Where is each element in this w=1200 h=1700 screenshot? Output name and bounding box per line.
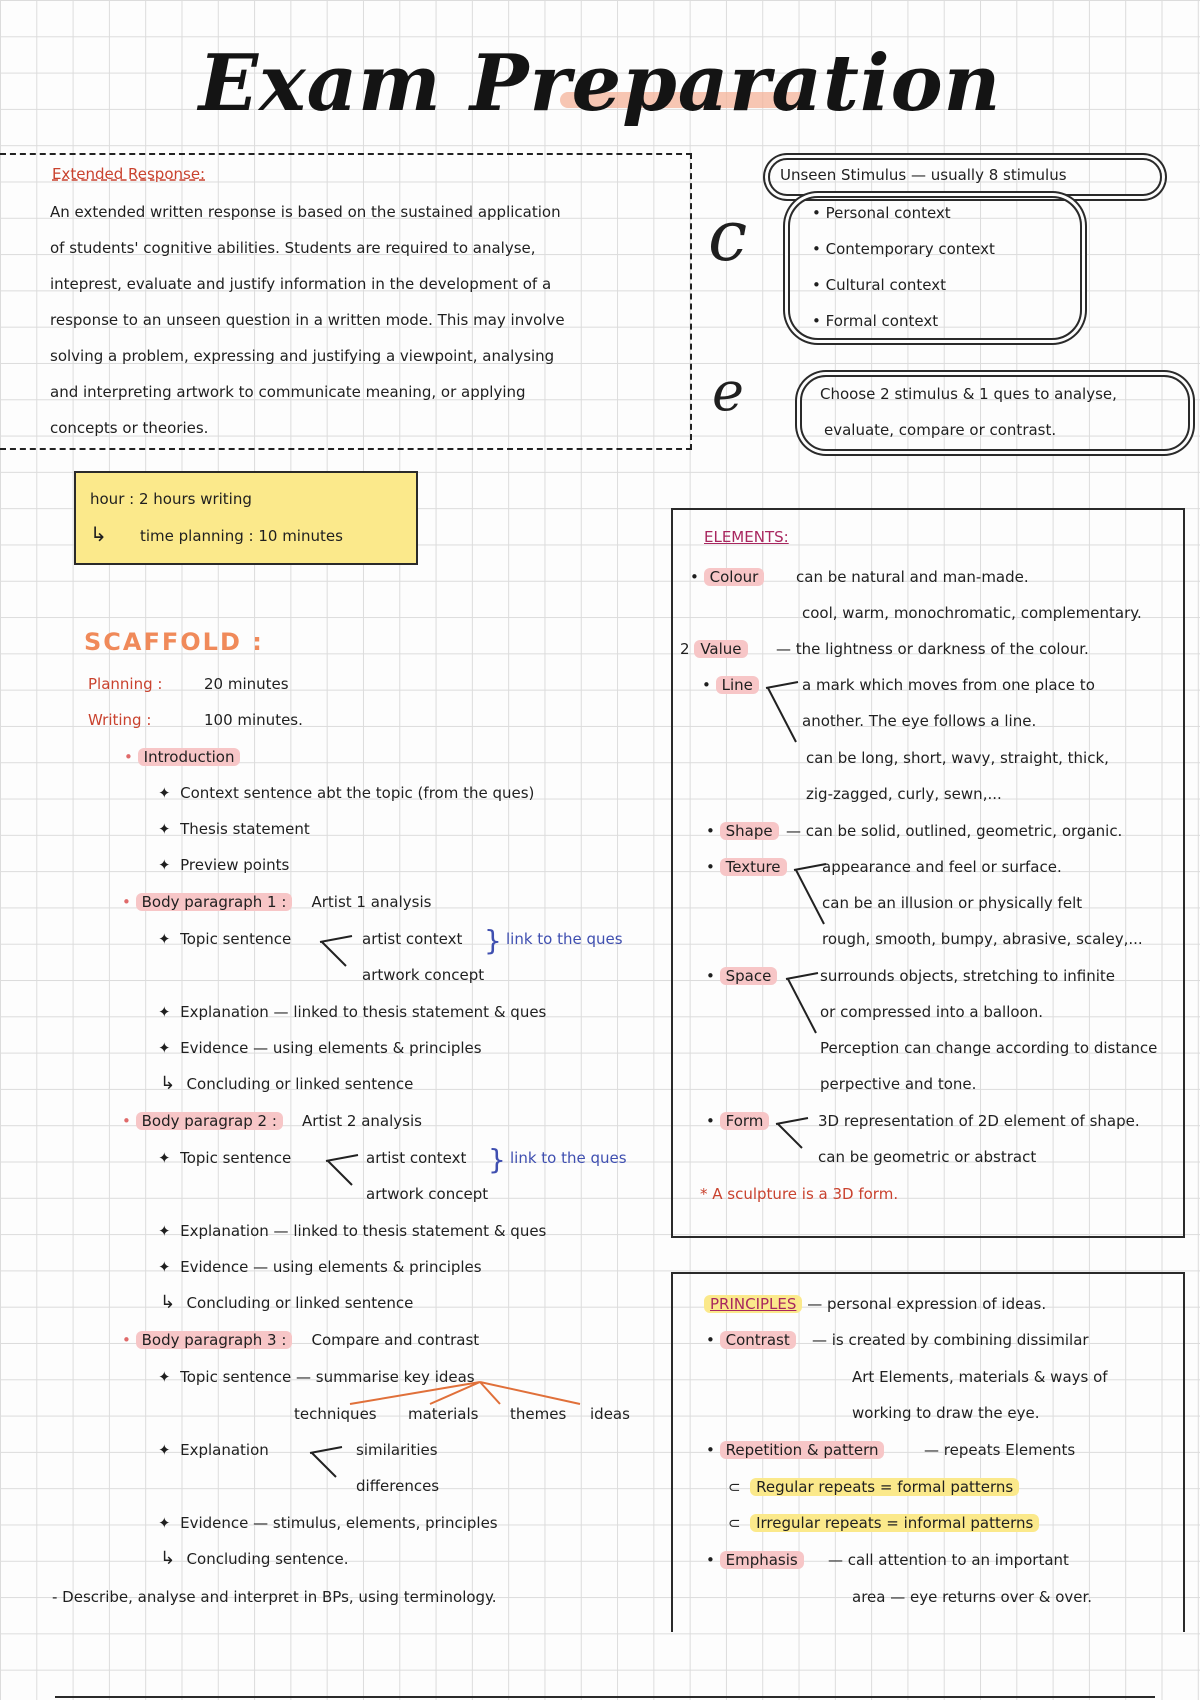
- element-shape: • Shape: [706, 822, 779, 840]
- planning-value: 20 minutes: [204, 675, 289, 693]
- contrast-desc: Art Elements, materials & ways of: [852, 1368, 1108, 1386]
- arrow-icon: ↳: [90, 522, 107, 546]
- bp3-concluding: ↳ Concluding sentence.: [160, 1548, 349, 1569]
- bp1-evidence: ✦ Evidence — using elements & principles: [158, 1039, 482, 1057]
- intro-item: ✦ Preview points: [158, 856, 290, 874]
- timing-box: [74, 471, 418, 565]
- bp3-differences: differences: [356, 1477, 440, 1495]
- bp2-topic: ✦ Topic sentence: [158, 1149, 292, 1167]
- form-desc: 3D representation of 2D element of shape.: [818, 1112, 1140, 1130]
- colour-desc: cool, warm, monochromatic, complementary.: [802, 604, 1142, 622]
- stimulus-item: • Cultural context: [812, 276, 946, 294]
- stimulus-item: • Personal context: [812, 204, 951, 222]
- texture-desc: can be an illusion or physically felt: [822, 894, 1083, 912]
- arrow-icon: ↳: [160, 1292, 176, 1313]
- bp3-explanation: ✦ Explanation: [158, 1441, 269, 1459]
- er-line: and interpreting artwork to communicate meaning, or applying: [50, 383, 526, 401]
- intro-item: ✦ Thesis statement: [158, 820, 310, 838]
- bottom-rule: [55, 1696, 1155, 1698]
- arrow-icon: ↳: [160, 1548, 176, 1569]
- bp2-explanation: ✦ Explanation — linked to thesis statement & ques: [158, 1222, 547, 1240]
- extended-response-box: [0, 153, 692, 450]
- bp1-heading: • Body paragraph 1 : Artist 1 analysis: [122, 893, 432, 911]
- line-desc: zig-zagged, curly, sewn,...: [806, 785, 1002, 803]
- line-desc: can be long, short, wavy, straight, thick,: [806, 749, 1109, 767]
- space-desc: perpective and tone.: [820, 1075, 977, 1093]
- bp2-artwork-concept: artwork concept: [366, 1185, 489, 1203]
- brace-icon: }: [484, 924, 502, 957]
- timing-planning: time planning : 10 minutes: [140, 527, 343, 545]
- extended-response-heading: Extended Response:: [52, 165, 206, 183]
- irregular-repeats: ⊂ Irregular repeats = informal patterns: [728, 1514, 1039, 1532]
- arrow-icon: ↳: [160, 1073, 176, 1094]
- bp1-concluding: ↳ Concluding or linked sentence: [160, 1073, 414, 1094]
- principle-emphasis: • Emphasis: [706, 1551, 804, 1569]
- page-title: Exam Preparation: [198, 38, 1002, 129]
- er-line: concepts or theories.: [50, 419, 209, 437]
- branch-icon: [316, 930, 356, 970]
- bp3-similarities: similarities: [356, 1441, 438, 1459]
- er-line: of students' cognitive abilities. Students are required to analyse,: [50, 239, 536, 257]
- principle-contrast: • Contrast: [706, 1331, 796, 1349]
- stimulus-item: • Formal context: [812, 312, 939, 330]
- branch-icon: [782, 967, 822, 1037]
- regular-repeats: ⊂ Regular repeats = formal patterns: [728, 1478, 1019, 1496]
- element-value: 2 Value: [680, 640, 748, 658]
- line-desc: a mark which moves from one place to: [802, 676, 1095, 694]
- contrast-desc: — is created by combining dissimilar: [812, 1331, 1089, 1349]
- er-line: An extended written response is based on the sustained application: [50, 203, 561, 221]
- letter-c: c: [708, 195, 748, 277]
- branch-icon: [762, 676, 802, 746]
- contrast-desc: working to draw the eye.: [852, 1404, 1040, 1422]
- branch-materials: materials: [408, 1405, 479, 1423]
- principle-repetition: • Repetition & pattern: [706, 1441, 884, 1459]
- bp2-artist-context: artist context: [366, 1149, 467, 1167]
- choose-line: evaluate, compare or contrast.: [824, 421, 1057, 439]
- bp2-concluding: ↳ Concluding or linked sentence: [160, 1292, 414, 1313]
- bp2-link: link to the ques: [510, 1149, 627, 1167]
- bp1-explanation: ✦ Explanation — linked to thesis statement & ques: [158, 1003, 547, 1021]
- er-line: inteprest, evaluate and justify information in the development of a: [50, 275, 552, 293]
- bp3-topic: ✦ Topic sentence — summarise key ideas: [158, 1368, 475, 1386]
- bp3-heading: • Body paragraph 3 : Compare and contrast: [122, 1331, 480, 1349]
- value-desc: — the lightness or darkness of the colour.: [776, 640, 1089, 658]
- branch-themes: themes: [510, 1405, 567, 1423]
- brace-icon: }: [488, 1143, 506, 1176]
- bp1-artwork-concept: artwork concept: [362, 966, 485, 984]
- element-texture: • Texture: [706, 858, 787, 876]
- space-desc: or compressed into a balloon.: [820, 1003, 1044, 1021]
- repetition-desc: — repeats Elements: [924, 1441, 1076, 1459]
- form-desc: can be geometric or abstract: [818, 1148, 1037, 1166]
- bp1-topic: ✦ Topic sentence: [158, 930, 292, 948]
- element-space: • Space: [706, 967, 777, 985]
- choose-line: Choose 2 stimulus & 1 ques to analyse,: [820, 385, 1117, 403]
- bp2-evidence: ✦ Evidence — using elements & principles: [158, 1258, 482, 1276]
- scaffold-final-note: - Describe, analyse and interpret in BPs, using terminology.: [52, 1588, 497, 1606]
- timing-hours: hour : 2 hours writing: [90, 490, 252, 508]
- element-colour: • Colour: [690, 568, 764, 586]
- er-line: solving a problem, expressing and justifying a viewpoint, analysing: [50, 347, 555, 365]
- elements-heading: ELEMENTS:: [704, 528, 789, 546]
- bp3-evidence: ✦ Evidence — stimulus, elements, principles: [158, 1514, 498, 1532]
- er-line: response to an unseen question in a written mode. This may involve: [50, 311, 565, 329]
- stimulus-item: • Contemporary context: [812, 240, 995, 258]
- sculpture-note: * A sculpture is a 3D form.: [700, 1185, 899, 1203]
- line-desc: another. The eye follows a line.: [802, 712, 1037, 730]
- writing-value: 100 minutes.: [204, 711, 303, 729]
- shape-desc: — can be solid, outlined, geometric, organic.: [786, 822, 1123, 840]
- branch-icon: [772, 1112, 812, 1152]
- texture-desc: rough, smooth, bumpy, abrasive, scaley,...: [822, 930, 1143, 948]
- bp1-link: link to the ques: [506, 930, 623, 948]
- branch-techniques: techniques: [294, 1405, 377, 1423]
- element-form: • Form: [706, 1112, 769, 1130]
- texture-desc: appearance and feel or surface.: [822, 858, 1062, 876]
- bp2-heading: • Body paragrap 2 : Artist 2 analysis: [122, 1112, 422, 1130]
- branch-icon: [322, 1149, 362, 1189]
- principles-heading: PRINCIPLES — personal expression of ideas.: [704, 1295, 1046, 1313]
- space-desc: Perception can change according to distance: [820, 1039, 1158, 1057]
- branch-ideas: ideas: [590, 1405, 630, 1423]
- intro-heading: • Introduction: [124, 748, 240, 766]
- writing-label: Writing :: [88, 711, 152, 729]
- planning-label: Planning :: [88, 675, 163, 693]
- stimulus-title: Unseen Stimulus — usually 8 stimulus: [780, 166, 1067, 184]
- key-ideas-branches: [330, 1380, 600, 1408]
- bp1-artist-context: artist context: [362, 930, 463, 948]
- emphasis-desc: area — eye returns over & over.: [852, 1588, 1093, 1606]
- letter-e: e: [712, 360, 744, 423]
- space-desc: surrounds objects, stretching to infinite: [820, 967, 1116, 985]
- element-line: • Line: [702, 676, 759, 694]
- branch-icon: [306, 1441, 346, 1481]
- intro-item: ✦ Context sentence abt the topic (from the ques): [158, 784, 535, 802]
- scaffold-heading: SCAFFOLD :: [84, 628, 264, 656]
- colour-desc: can be natural and man-made.: [796, 568, 1029, 586]
- emphasis-desc: — call attention to an important: [828, 1551, 1069, 1569]
